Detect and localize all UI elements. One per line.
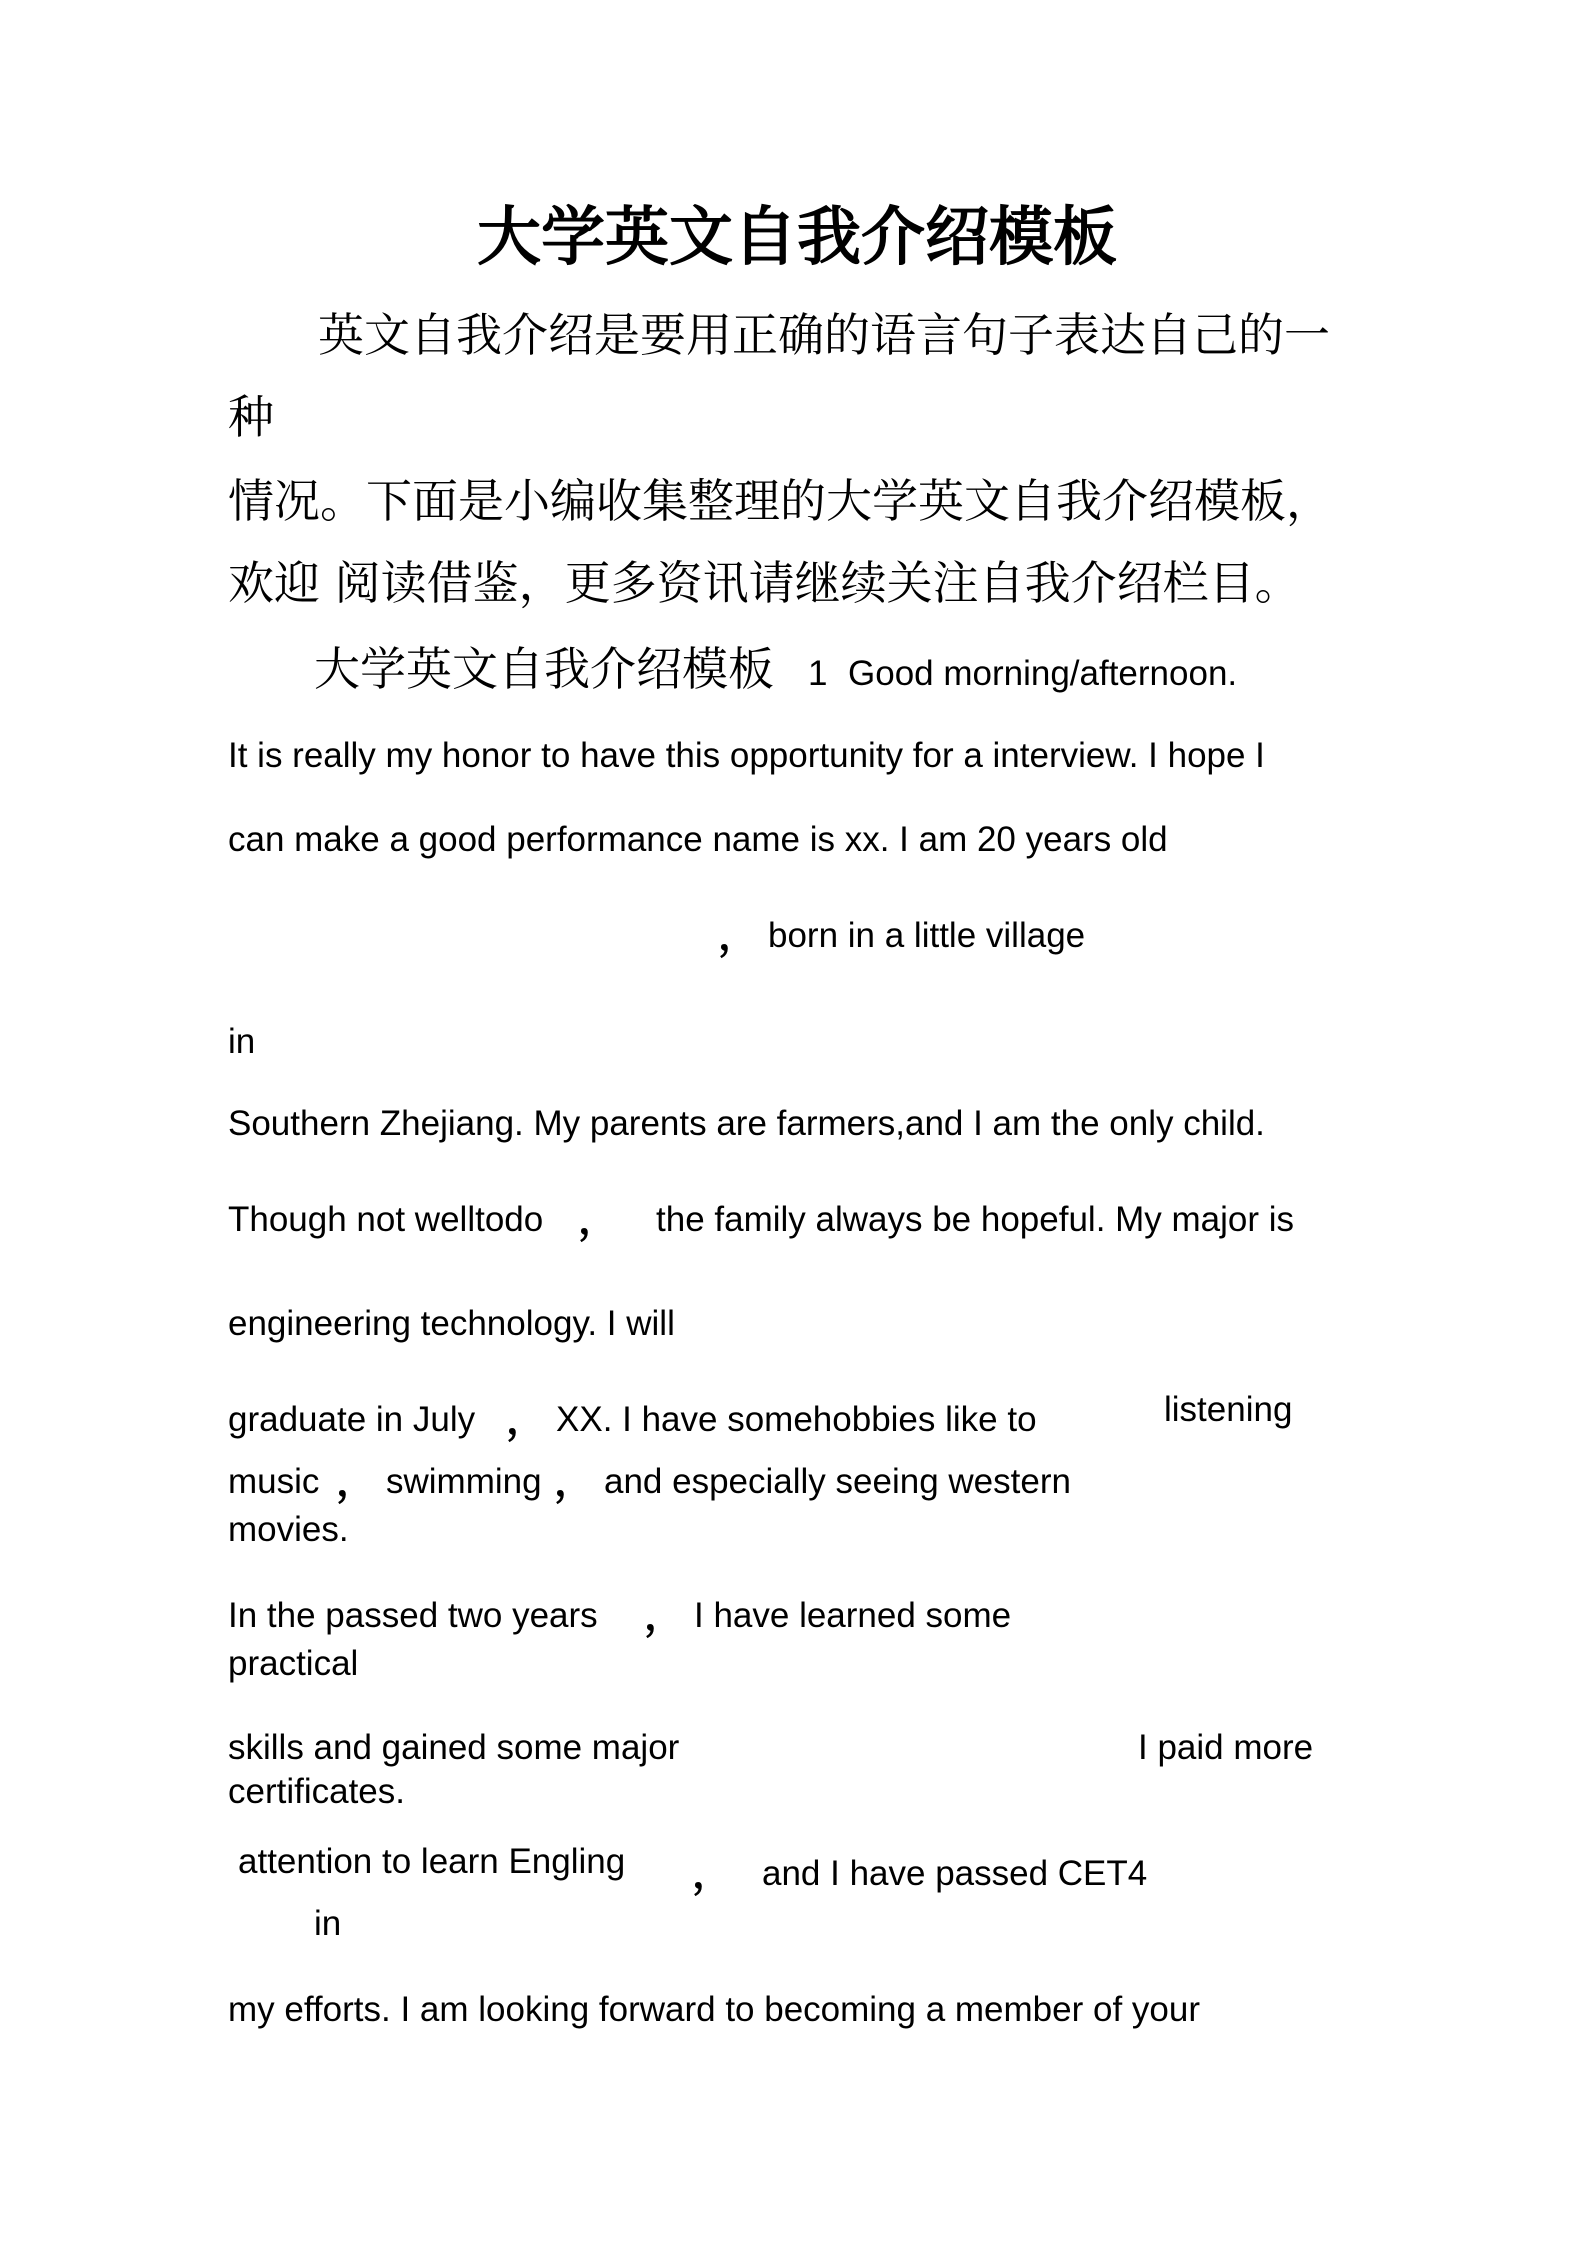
body-line: and I have passed CET4	[762, 1854, 1148, 1893]
intro-line-4: 欢迎 阅读借鉴，更多资讯请继续关注自我介绍栏目。	[228, 556, 1301, 610]
comma-mark: ，	[644, 1593, 684, 1639]
body-line: in	[228, 1022, 256, 1061]
body-line: In the passed two years	[228, 1596, 598, 1635]
body-line: my efforts. I am looking forward to becoming a member of your	[228, 1990, 1200, 2029]
comma-mark: ，	[336, 1459, 376, 1505]
body-line: engineering technology. I will	[228, 1304, 675, 1343]
body-line: Though not welltodo	[228, 1200, 544, 1239]
body-line: I have learned some	[694, 1596, 1012, 1635]
comma-mark: ，	[554, 1459, 594, 1505]
body-line: certificates.	[228, 1772, 405, 1811]
body-line: practical	[228, 1644, 359, 1683]
body-line: listening	[1164, 1390, 1293, 1429]
body-line: It is really my honor to have this opportunity for a interview. I hope I	[228, 736, 1265, 775]
body-line: born in a little village	[768, 916, 1086, 955]
comma-mark: ，	[718, 913, 758, 959]
body-line: XX. I have somehobbies like to	[556, 1400, 1037, 1439]
greeting-text: Good morning/afternoon.	[848, 654, 1238, 693]
intro-line-1: 英文自我介绍是要用正确的语言句子表达自己的一	[318, 308, 1330, 362]
body-line: and especially seeing western	[604, 1462, 1071, 1501]
template-number: 1	[808, 654, 828, 693]
page-title: 大学英文自我介绍模板	[477, 201, 1117, 275]
body-line: attention to learn Engling	[238, 1842, 626, 1881]
body-line: graduate in July	[228, 1400, 476, 1439]
template-heading: 大学英文自我介绍模板	[314, 642, 774, 696]
intro-line-2: 种	[228, 390, 274, 444]
body-line: I paid more	[1138, 1728, 1314, 1767]
body-line: skills and gained some major	[228, 1728, 680, 1767]
comma-mark: ，	[506, 1397, 546, 1443]
body-line: movies.	[228, 1510, 349, 1549]
body-line: the family always be hopeful. My major is	[656, 1200, 1295, 1239]
body-line: in	[314, 1904, 342, 1943]
body-line: can make a good performance name is xx. I am 20 years old	[228, 820, 1168, 859]
body-line: swimming	[386, 1462, 542, 1501]
body-line: Southern Zhejiang. My parents are farmers,and I am the only child.	[228, 1104, 1265, 1143]
comma-mark: ，	[692, 1851, 732, 1897]
intro-line-3: 情况。下面是小编收集整理的大学英文自我介绍模板，	[228, 474, 1332, 528]
comma-mark: ，	[578, 1197, 618, 1243]
body-line: music	[228, 1462, 320, 1501]
